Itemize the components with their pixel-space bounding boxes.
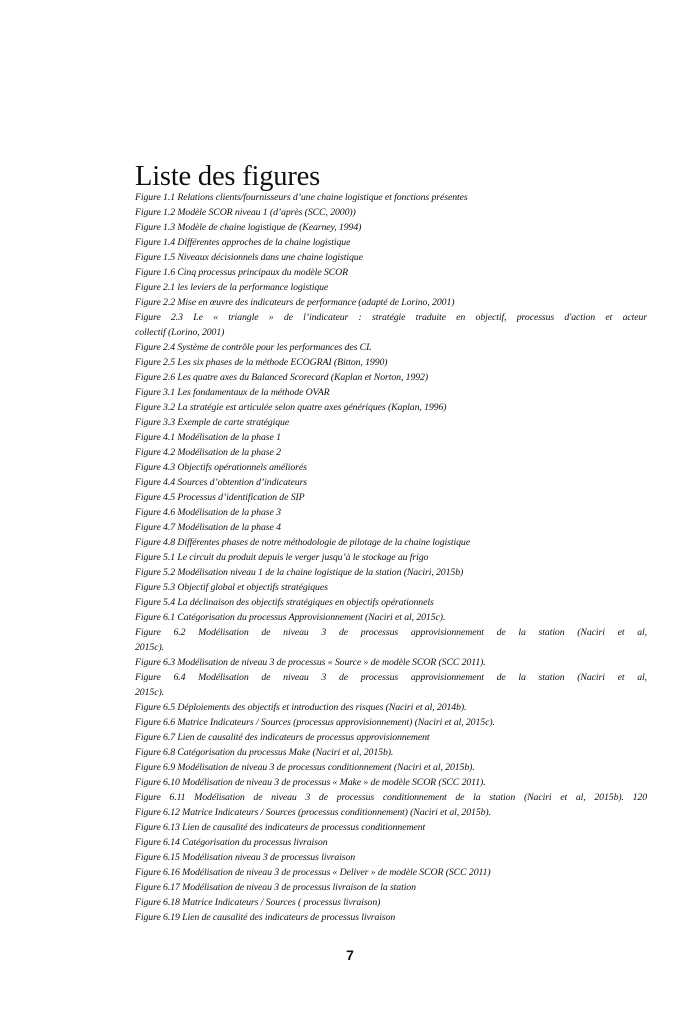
figure-list-item: Figure 6.1 Catégorisation du processus Approvisionnement (Naciri et al, 2015c). (135, 612, 446, 623)
figure-list-item: Figure 6.8 Catégorisation du processus Make (Naciri et al, 2015b). (135, 747, 394, 758)
figure-list-item: Figure 6.19 Lien de causalité des indicateurs de processus livraison (135, 912, 396, 923)
figure-list-item: Figure 5.3 Objectif global et objectifs stratégiques (135, 582, 328, 593)
figure-list-item: Figure 6.6 Matrice Indicateurs / Sources (processus approvisionnement) (Naciri et al, 2015c). (135, 717, 495, 728)
figure-list-item: 2015c). (135, 642, 164, 653)
figure-list-item: Figure 6.5 Déploiements des objectifs et introduction des risques (Naciri et al, 2014b). (135, 702, 467, 713)
figure-list-item: Figure 1.2 Modèle SCOR niveau 1 (d’après (SCC, 2000)) (135, 207, 356, 218)
page-title: Liste des figures (135, 161, 320, 193)
figure-list-item: Figure 6.3 Modélisation de niveau 3 de processus « Source » de modèle SCOR (SCC 2011). (135, 657, 486, 668)
figure-list-item: Figure 5.2 Modélisation niveau 1 de la chaine logistique de la station (Naciri, 2015b) (135, 567, 464, 578)
figure-list-item: Figure 6.17 Modélisation de niveau 3 de processus livraison de la station (135, 882, 416, 893)
figure-list-item: Figure 6.18 Matrice Indicateurs / Sources ( processus livraison) (135, 897, 381, 908)
figure-list-item: Figure 2.3 Le « triangle » de l’indicateur : stratégie traduite en objectif, processus d'action et acteur (135, 312, 647, 323)
figure-list-item: Figure 6.14 Catégorisation du processus livraison (135, 837, 328, 848)
figure-list-item: Figure 5.4 La déclinaison des objectifs stratégiques en objectifs opérationnels (135, 597, 434, 608)
figure-list-item: Figure 6.7 Lien de causalité des indicateurs de processus approvisionnement (135, 732, 430, 743)
figure-list-item: Figure 4.5 Processus d’identification de SIP (135, 492, 305, 503)
figure-list-item: Figure 4.8 Différentes phases de notre méthodologie de pilotage de la chaine logistique (135, 537, 470, 548)
figure-list-item: Figure 3.1 Les fondamentaux de la méthode OVAR (135, 387, 330, 398)
figure-list-item: Figure 3.3 Exemple de carte stratégique (135, 417, 290, 428)
figure-list-item: Figure 6.4 Modélisation de niveau 3 de processus approvisionnement de la station (Naciri et al, (135, 672, 647, 683)
figure-list (135, 190, 647, 925)
figure-list-item: Figure 6.12 Matrice Indicateurs / Sources (processus conditionnement) (Naciri et al, 2015b). (135, 807, 491, 818)
figure-list-item: collectif (Lorino, 2001) (135, 327, 225, 338)
figure-list-item: Figure 2.6 Les quatre axes du Balanced Scorecard (Kaplan et Norton, 1992) (135, 372, 429, 383)
figure-list-item: Figure 1.1 Relations clients/fournisseurs d’une chaine logistique et fonctions présentes (135, 192, 468, 203)
figure-list-item: Figure 3.2 La stratégie est articulée selon quatre axes génériques (Kaplan, 1996) (135, 402, 447, 413)
figure-list-item: Figure 2.4 Système de contrôle pour les performances des CL (135, 342, 372, 353)
figure-list-item: Figure 1.5 Niveaux décisionnels dans une chaine logistique (135, 252, 363, 263)
figure-list-item: Figure 4.2 Modélisation de la phase 2 (135, 447, 281, 458)
figure-list-item: Figure 6.15 Modélisation niveau 3 de processus livraison (135, 852, 356, 863)
figure-list-item: Figure 6.10 Modélisation de niveau 3 de processus « Make » de modèle SCOR (SCC 2011). (135, 777, 486, 788)
figure-list-item: Figure 4.3 Objectifs opérationnels améliorés (135, 462, 307, 473)
figure-list-item: Figure 6.2 Modélisation de niveau 3 de processus approvisionnement de la station (Naciri et al, (135, 627, 647, 638)
figure-list-item: Figure 4.4 Sources d’obtention d’indicateurs (135, 477, 308, 488)
figure-list-item: Figure 4.1 Modélisation de la phase 1 (135, 432, 281, 443)
page-number: 7 (346, 947, 354, 963)
figure-list-item: Figure 2.1 les leviers de la performance logistique (135, 282, 329, 293)
figure-list-item: Figure 6.16 Modélisation de niveau 3 de processus « Deliver » de modèle SCOR (SCC 2011) (135, 867, 491, 878)
figure-list-item: Figure 1.3 Modèle de chaine logistique de (Kearney, 1994) (135, 222, 362, 233)
figure-list-item: Figure 4.6 Modélisation de la phase 3 (135, 507, 281, 518)
figure-list-item: Figure 1.4 Différentes approches de la chaine logistique (135, 237, 351, 248)
figure-list-item: Figure 2.2 Mise en œuvre des indicateurs de performance (adapté de Lorino, 2001) (135, 297, 455, 308)
figure-list-item: Figure 6.13 Lien de causalité des indicateurs de processus conditionnement (135, 822, 426, 833)
figure-list-item: Figure 4.7 Modélisation de la phase 4 (135, 522, 281, 533)
figure-list-item: Figure 5.1 Le circuit du produit depuis le verger jusqu’à le stockage au frigo (135, 552, 429, 563)
figure-list-item: Figure 1.6 Cinq processus principaux du modèle SCOR (135, 267, 348, 278)
figure-list-item: 2015c). (135, 687, 164, 698)
figure-list-item: Figure 6.11 Modélisation de niveau 3 de processus conditionnement de la station (Naciri et al, 2015b). 120 (135, 792, 647, 803)
figure-list-item: Figure 6.9 Modélisation de niveau 3 de processus conditionnement (Naciri et al, 2015b). (135, 762, 475, 773)
figure-list-item: Figure 2.5 Les six phases de la méthode ECOGRAI (Bitton, 1990) (135, 357, 388, 368)
